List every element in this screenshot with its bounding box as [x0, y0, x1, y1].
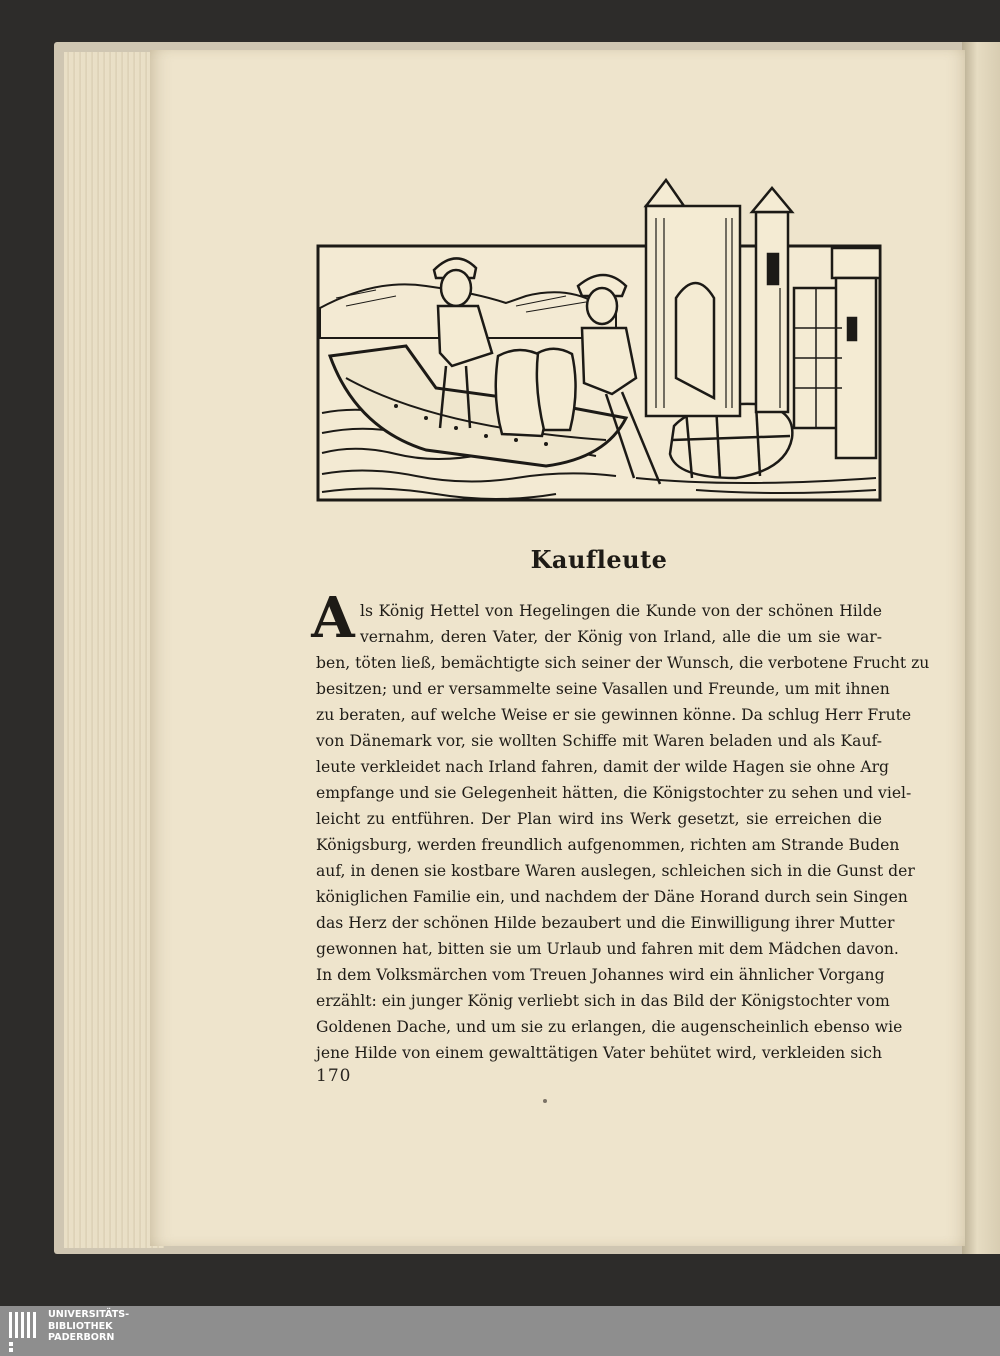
text-line-1: ls König Hettel von Hegelingen die Kunde von der schönen Hilde — [360, 602, 882, 620]
text-line-11: auf, in denen sie kostbare Waren auslegen, schleichen sich in die Gunst der — [316, 862, 915, 880]
text-line-14: gewonnen hat, bitten sie um Urlaub und fahren mit dem Mädchen davon. — [316, 940, 899, 958]
opposite-page-edge — [962, 42, 1000, 1254]
woodcut-illustration — [316, 178, 882, 504]
library-logo-icon — [8, 1310, 42, 1352]
library-name — [48, 1309, 168, 1344]
text-line-7: leute verkleidet nach Irland fahren, damit der wilde Hagen sie ohne Arg — [316, 758, 890, 776]
text-line-18: jene Hilde von einem gewalttätigen Vater behütet wird, verkleiden sich — [316, 1044, 882, 1062]
text-line-4: besitzen; und er versammelte seine Vasallen und Freunde, um mit ihnen — [316, 680, 890, 698]
text-line-8: empfange und sie Gelegenheit hätten, die Königstochter zu sehen und viel- — [316, 784, 912, 802]
text-line-5: zu beraten, auf welche Weise er sie gewinnen könne. Da schlug Herr Frute — [316, 706, 912, 724]
text-line-17: Goldenen Dache, und um sie zu erlangen, die augenscheinlich ebenso wie — [316, 1018, 903, 1036]
library-name-line-2: BIBLIOTHEK — [48, 1320, 113, 1332]
text-line-2: vernahm, deren Vater, der König von Irland, alle die um sie war- — [360, 628, 882, 646]
text-line-9: leicht zu entführen. Der Plan wird ins Werk gesetzt, sie erreichen die — [316, 810, 882, 828]
text-line-3: ben, töten ließ, bemächtigte sich seiner der Wunsch, die verbotene Frucht zu — [316, 654, 930, 672]
library-name-line-3: PADERBORN — [48, 1332, 115, 1343]
chapter-heading: Kaufleute — [530, 545, 668, 574]
page-edges — [64, 52, 164, 1248]
text-line-16: erzählt: ein junger König verliebt sich in das Bild der Königstochter vom — [316, 992, 890, 1010]
library-name-line-1: UNIVERSITÄTS- — [48, 1309, 130, 1320]
decorated-initial: A — [311, 585, 355, 651]
text-line-13: das Herz der schönen Hilde bezaubert und die Einwilligung ihrer Mutter — [316, 914, 895, 932]
text-line-10: Königsburg, werden freundlich aufgenommen, richten am Strande Buden — [316, 836, 900, 854]
page-number: 170 — [316, 1066, 352, 1086]
paper-speck — [543, 1099, 547, 1103]
text-line-6: von Dänemark vor, sie wollten Schiffe mit Waren beladen und als Kauf- — [316, 732, 882, 750]
text-line-15: In dem Volksmärchen vom Treuen Johannes wird ein ähnlicher Vorgang — [316, 966, 885, 984]
text-line-12: königlichen Familie ein, und nachdem der Däne Horand durch sein Singen — [316, 888, 908, 906]
